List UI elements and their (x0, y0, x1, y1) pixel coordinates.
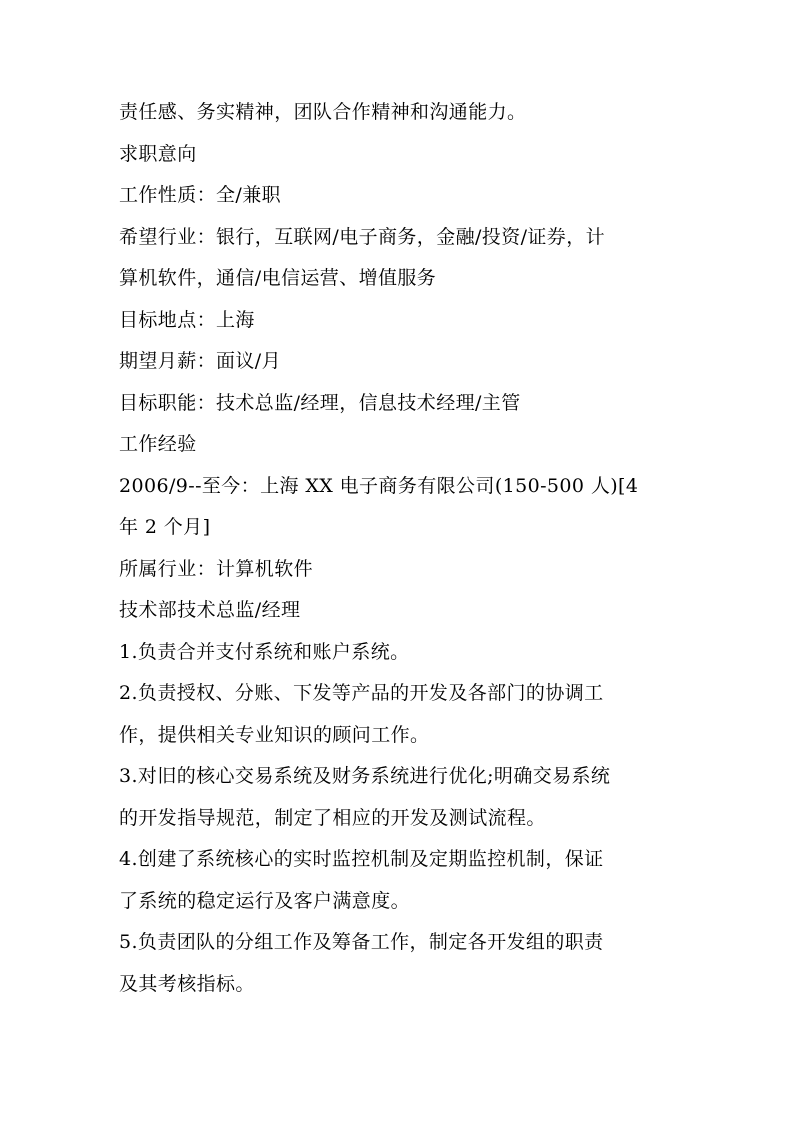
document-body (119, 92, 689, 1005)
duty-item-2-cont: 作，提供相关专业知识的顾问工作。 (119, 723, 430, 746)
text-line-position: 技术部技术总监/经理 (119, 599, 301, 621)
duty-item-4: 4.创建了系统核心的实时监控机制及定期监控机制，保证 (119, 848, 604, 870)
text-line-job-type: 工作性质：全/兼职 (119, 184, 282, 206)
text-line-salary: 期望月薪：面议/月 (119, 350, 282, 372)
text-line-employer-cont: 年 2 个月] (119, 516, 211, 538)
duty-item-2: 2.负责授权、分账、下发等产品的开发及各部门的协调工 (119, 682, 604, 704)
text-line-employer: 2006/9--至今：上海 XX 电子商务有限公司(150-500 人)[4 (119, 474, 639, 497)
text-line-function: 目标职能：技术总监/经理，信息技术经理/主管 (119, 391, 521, 414)
duty-item-3: 3.对旧的核心交易系统及财务系统进行优化;明确交易系统 (119, 765, 611, 787)
section-heading-job-intention: 求职意向 (119, 142, 197, 165)
section-heading-work-experience: 工作经验 (119, 433, 197, 455)
duty-item-1: 1.负责合并支付系统和账户系统。 (119, 640, 410, 663)
text-line-sector: 所属行业：计算机软件 (119, 557, 314, 580)
duty-item-5: 5.负责团队的分组工作及筹备工作，制定各开发组的职责 (119, 931, 604, 953)
duty-item-3-cont: 的开发指导规范，制定了相应的开发及测试流程。 (119, 806, 546, 829)
duty-item-4-cont: 了系统的稳定运行及客户满意度。 (119, 889, 411, 912)
text-line-location: 目标地点：上海 (119, 308, 255, 331)
text-line-industry: 希望行业：银行，互联网/电子商务，金融/投资/证券，计 (119, 225, 606, 248)
text-line-industry-cont: 算机软件，通信/电信运营、增值服务 (119, 267, 437, 289)
duty-item-5-cont: 及其考核指标。 (119, 972, 255, 995)
text-line-1: 责任感、务实精神，团队合作精神和沟通能力。 (119, 101, 527, 123)
